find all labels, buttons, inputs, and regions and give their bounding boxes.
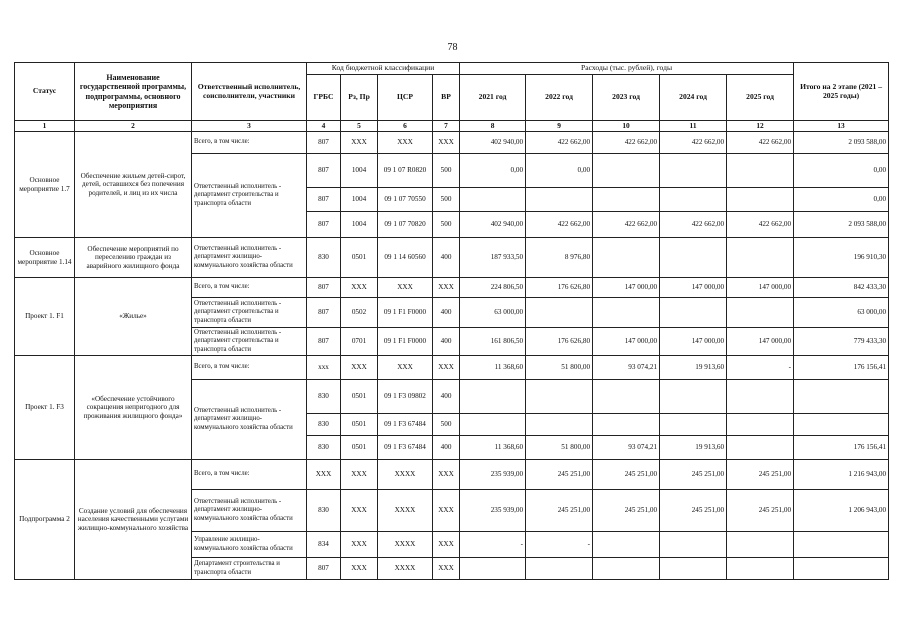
csr-cell: 09 1 F1 F0000 — [378, 328, 433, 356]
column-number: 12 — [727, 121, 794, 132]
page-number: 78 — [447, 42, 458, 53]
y2023-cell: 245 251,00 — [593, 460, 660, 490]
column-number: 3 — [192, 121, 307, 132]
header-responsible: Ответственный исполнитель, соисполнители, участники — [192, 63, 307, 121]
y2022-cell: 245 251,00 — [526, 490, 593, 532]
rzpr-cell: 0501 — [341, 436, 378, 460]
csr-cell: ХХХ — [378, 356, 433, 380]
y2024-cell: 422 662,00 — [660, 132, 727, 154]
rzpr-cell: ХХХ — [341, 356, 378, 380]
rzpr-cell: 0501 — [341, 238, 378, 278]
column-number: 1 — [15, 121, 75, 132]
vr-cell: ХХХ — [433, 490, 460, 532]
y2024-cell — [660, 380, 727, 414]
name-cell: «Жилье» — [75, 278, 192, 356]
rzpr-cell: ХХХ — [341, 460, 378, 490]
y2022-cell: 8 976,80 — [526, 238, 593, 278]
y2021-cell: 11 368,60 — [460, 356, 526, 380]
csr-cell: ХХХХ — [378, 490, 433, 532]
rzpr-cell: ХХХ — [341, 490, 378, 532]
responsible-cell: Всего, в том числе: — [192, 132, 307, 154]
status-cell: Проект 1. F3 — [15, 356, 75, 460]
vr-cell: 400 — [433, 380, 460, 414]
csr-cell: 09 1 07 70550 — [378, 188, 433, 212]
rzpr-cell: ХХХ — [341, 278, 378, 298]
rzpr-cell: 0501 — [341, 414, 378, 436]
table-row — [15, 356, 889, 380]
vr-cell: 500 — [433, 414, 460, 436]
y2022-cell: - — [526, 532, 593, 558]
y2021-cell: - — [460, 532, 526, 558]
header-csr: ЦСР — [378, 75, 433, 121]
rzpr-cell: 1004 — [341, 212, 378, 238]
total-cell: 2 093 588,00 — [794, 132, 889, 154]
total-cell — [794, 532, 889, 558]
csr-cell: 09 1 F3 09802 — [378, 380, 433, 414]
vr-cell: ХХХ — [433, 532, 460, 558]
y2021-cell — [460, 414, 526, 436]
y2024-cell — [660, 238, 727, 278]
column-number: 10 — [593, 121, 660, 132]
responsible-cell: Ответственный исполнитель - департамент строительства и транспорта области — [192, 298, 307, 328]
rzpr-cell: 1004 — [341, 154, 378, 188]
grbs-cell: 807 — [307, 154, 341, 188]
responsible-cell: Ответственный исполнитель - департамент жилищно-коммунального хозяйства области — [192, 238, 307, 278]
vr-cell: ХХХ — [433, 356, 460, 380]
total-cell: 2 093 588,00 — [794, 212, 889, 238]
y2023-cell — [593, 558, 660, 580]
y2025-cell: 245 251,00 — [727, 460, 794, 490]
y2021-cell: 187 933,50 — [460, 238, 526, 278]
total-cell: 1 216 943,00 — [794, 460, 889, 490]
table-row — [15, 132, 889, 154]
status-cell: Подпрограмма 2 — [15, 460, 75, 580]
csr-cell: 09 1 F3 67484 — [378, 414, 433, 436]
responsible-cell: Ответственный исполнитель - департамент жилищно-коммунального хозяйства области — [192, 490, 307, 532]
csr-cell: 09 1 07 R0820 — [378, 154, 433, 188]
column-number: 9 — [526, 121, 593, 132]
rzpr-cell: ХХХ — [341, 558, 378, 580]
y2021-cell — [460, 380, 526, 414]
column-number: 8 — [460, 121, 526, 132]
csr-cell: ХХХХ — [378, 460, 433, 490]
header-kbk: Код бюджетной классификации — [307, 63, 460, 75]
header-name: Наименование государственной программы, подпрограммы, основного мероприятия — [75, 63, 192, 121]
budget-table — [14, 62, 889, 580]
y2023-cell — [593, 532, 660, 558]
responsible-cell: Управление жилищно-коммунального хозяйства области — [192, 532, 307, 558]
rzpr-cell: ХХХ — [341, 532, 378, 558]
vr-cell: 500 — [433, 212, 460, 238]
y2025-cell: 422 662,00 — [727, 212, 794, 238]
y2023-cell: 422 662,00 — [593, 132, 660, 154]
responsible-cell: Ответственный исполнитель - департамент жилищно-коммунального хозяйства области — [192, 380, 307, 460]
column-number-row — [15, 121, 889, 132]
grbs-cell: 834 — [307, 532, 341, 558]
y2024-cell: 147 000,00 — [660, 278, 727, 298]
total-cell: 196 910,30 — [794, 238, 889, 278]
status-cell: Проект 1. F1 — [15, 278, 75, 356]
vr-cell: ХХХ — [433, 278, 460, 298]
y2024-cell: 245 251,00 — [660, 490, 727, 532]
total-cell: 63 000,00 — [794, 298, 889, 328]
grbs-cell: 807 — [307, 328, 341, 356]
y2021-cell — [460, 188, 526, 212]
vr-cell: 400 — [433, 298, 460, 328]
column-number: 5 — [341, 121, 378, 132]
name-cell: Обеспечение жильем детей-сирот, детей, оставшихся без попечения родителей, и лиц из их числа — [75, 132, 192, 238]
y2023-cell — [593, 188, 660, 212]
table-body — [15, 132, 889, 580]
responsible-cell: Всего, в том числе: — [192, 460, 307, 490]
y2025-cell — [727, 238, 794, 278]
header-2024: 2024 год — [660, 75, 727, 121]
y2025-cell — [727, 154, 794, 188]
vr-cell: 400 — [433, 328, 460, 356]
y2025-cell — [727, 188, 794, 212]
grbs-cell: 807 — [307, 132, 341, 154]
y2022-cell: 0,00 — [526, 154, 593, 188]
vr-cell: 500 — [433, 154, 460, 188]
y2021-cell: 0,00 — [460, 154, 526, 188]
name-cell: Создание условий для обеспечения населения качественными услугами жилищно-коммунального хозяйства — [75, 460, 192, 580]
y2024-cell — [660, 532, 727, 558]
y2025-cell: 147 000,00 — [727, 278, 794, 298]
y2023-cell: 422 662,00 — [593, 212, 660, 238]
csr-cell: 09 1 14 60560 — [378, 238, 433, 278]
y2021-cell: 402 940,00 — [460, 212, 526, 238]
total-cell: 1 206 943,00 — [794, 490, 889, 532]
table-row — [15, 238, 889, 278]
total-cell — [794, 414, 889, 436]
y2025-cell — [727, 414, 794, 436]
csr-cell: 09 1 F3 67484 — [378, 436, 433, 460]
y2025-cell: - — [727, 356, 794, 380]
grbs-cell: 807 — [307, 278, 341, 298]
y2022-cell — [526, 380, 593, 414]
y2022-cell — [526, 414, 593, 436]
y2024-cell: 19 913,60 — [660, 356, 727, 380]
total-cell: 0,00 — [794, 188, 889, 212]
y2021-cell: 235 939,00 — [460, 460, 526, 490]
column-number: 13 — [794, 121, 889, 132]
status-cell: Основное мероприятие 1.7 — [15, 132, 75, 238]
vr-cell: 400 — [433, 238, 460, 278]
grbs-cell: 807 — [307, 558, 341, 580]
y2024-cell: 245 251,00 — [660, 460, 727, 490]
rzpr-cell: ХХХ — [341, 132, 378, 154]
csr-cell: ХХХ — [378, 132, 433, 154]
y2022-cell: 176 626,80 — [526, 328, 593, 356]
responsible-cell: Ответственный исполнитель - департамент строительства и транспорта области — [192, 328, 307, 356]
header-status: Статус — [15, 63, 75, 121]
y2024-cell — [660, 414, 727, 436]
header-2023: 2023 год — [593, 75, 660, 121]
y2025-cell — [727, 380, 794, 414]
header-expenses: Расходы (тыс. рублей), годы — [460, 63, 794, 75]
status-cell: Основное мероприятие 1.14 — [15, 238, 75, 278]
y2024-cell — [660, 298, 727, 328]
column-number: 2 — [75, 121, 192, 132]
y2021-cell: 402 940,00 — [460, 132, 526, 154]
rzpr-cell: 0501 — [341, 380, 378, 414]
header-rzpr: Рз, Пр — [341, 75, 378, 121]
y2023-cell — [593, 380, 660, 414]
y2025-cell: 422 662,00 — [727, 132, 794, 154]
responsible-cell: Департамент строительства и транспорта области — [192, 558, 307, 580]
grbs-cell: 830 — [307, 490, 341, 532]
responsible-cell: Всего, в том числе: — [192, 356, 307, 380]
y2022-cell: 176 626,80 — [526, 278, 593, 298]
total-cell: 842 433,30 — [794, 278, 889, 298]
grbs-cell: ХХХ — [307, 460, 341, 490]
grbs-cell: 830 — [307, 380, 341, 414]
y2023-cell: 93 074,21 — [593, 356, 660, 380]
grbs-cell: 830 — [307, 414, 341, 436]
y2025-cell: 245 251,00 — [727, 490, 794, 532]
y2023-cell — [593, 154, 660, 188]
y2021-cell: 224 806,50 — [460, 278, 526, 298]
y2025-cell — [727, 298, 794, 328]
vr-cell: 400 — [433, 436, 460, 460]
responsible-cell: Всего, в том числе: — [192, 278, 307, 298]
csr-cell: ХХХ — [378, 278, 433, 298]
name-cell: «Обеспечение устойчивого сокращения непригодного для проживания жилищного фонда» — [75, 356, 192, 460]
y2023-cell: 93 074,21 — [593, 436, 660, 460]
rzpr-cell: 0701 — [341, 328, 378, 356]
total-cell: 779 433,30 — [794, 328, 889, 356]
y2022-cell — [526, 298, 593, 328]
column-number: 11 — [660, 121, 727, 132]
y2024-cell: 422 662,00 — [660, 212, 727, 238]
responsible-cell: Ответственный исполнитель - департамент строительства и транспорта области — [192, 154, 307, 238]
name-cell: Обеспечение мероприятий по переселению граждан из аварийного жилищного фонда — [75, 238, 192, 278]
vr-cell: ХХХ — [433, 132, 460, 154]
y2024-cell — [660, 188, 727, 212]
y2023-cell: 147 000,00 — [593, 278, 660, 298]
vr-cell: 500 — [433, 188, 460, 212]
y2022-cell: 245 251,00 — [526, 460, 593, 490]
y2024-cell — [660, 558, 727, 580]
y2025-cell — [727, 558, 794, 580]
y2025-cell: 147 000,00 — [727, 328, 794, 356]
header-2025: 2025 год — [727, 75, 794, 121]
header-grbs: ГРБС — [307, 75, 341, 121]
y2023-cell — [593, 298, 660, 328]
header-2022: 2022 год — [526, 75, 593, 121]
y2025-cell — [727, 436, 794, 460]
y2022-cell — [526, 188, 593, 212]
y2023-cell: 245 251,00 — [593, 490, 660, 532]
grbs-cell: 830 — [307, 238, 341, 278]
y2021-cell: 11 368,60 — [460, 436, 526, 460]
total-cell — [794, 380, 889, 414]
table-row — [15, 278, 889, 298]
y2022-cell — [526, 558, 593, 580]
y2022-cell: 51 800,00 — [526, 436, 593, 460]
header-2021: 2021 год — [460, 75, 526, 121]
rzpr-cell: 0502 — [341, 298, 378, 328]
vr-cell: ХХХ — [433, 460, 460, 490]
y2022-cell: 51 800,00 — [526, 356, 593, 380]
y2024-cell: 147 000,00 — [660, 328, 727, 356]
header-total: Итого на 2 этапе (2021 – 2025 годы) — [794, 63, 889, 121]
csr-cell: ХХХХ — [378, 558, 433, 580]
total-cell: 176 156,41 — [794, 436, 889, 460]
y2023-cell — [593, 238, 660, 278]
y2021-cell: 161 806,50 — [460, 328, 526, 356]
grbs-cell: 807 — [307, 188, 341, 212]
y2024-cell: 19 913,60 — [660, 436, 727, 460]
grbs-cell: 807 — [307, 212, 341, 238]
csr-cell: ХХХХ — [378, 532, 433, 558]
grbs-cell: 807 — [307, 298, 341, 328]
y2025-cell — [727, 532, 794, 558]
y2021-cell: 235 939,00 — [460, 490, 526, 532]
vr-cell: ХХХ — [433, 558, 460, 580]
column-number: 4 — [307, 121, 341, 132]
total-cell — [794, 558, 889, 580]
y2024-cell — [660, 154, 727, 188]
y2023-cell: 147 000,00 — [593, 328, 660, 356]
csr-cell: 09 1 07 70820 — [378, 212, 433, 238]
csr-cell: 09 1 F1 F0000 — [378, 298, 433, 328]
y2022-cell: 422 662,00 — [526, 212, 593, 238]
total-cell: 176 156,41 — [794, 356, 889, 380]
column-number: 7 — [433, 121, 460, 132]
table-row — [15, 460, 889, 490]
grbs-cell: ххх — [307, 356, 341, 380]
grbs-cell: 830 — [307, 436, 341, 460]
header-vr: ВР — [433, 75, 460, 121]
y2021-cell — [460, 558, 526, 580]
total-cell: 0,00 — [794, 154, 889, 188]
y2023-cell — [593, 414, 660, 436]
y2022-cell: 422 662,00 — [526, 132, 593, 154]
column-number: 6 — [378, 121, 433, 132]
rzpr-cell: 1004 — [341, 188, 378, 212]
y2021-cell: 63 000,00 — [460, 298, 526, 328]
